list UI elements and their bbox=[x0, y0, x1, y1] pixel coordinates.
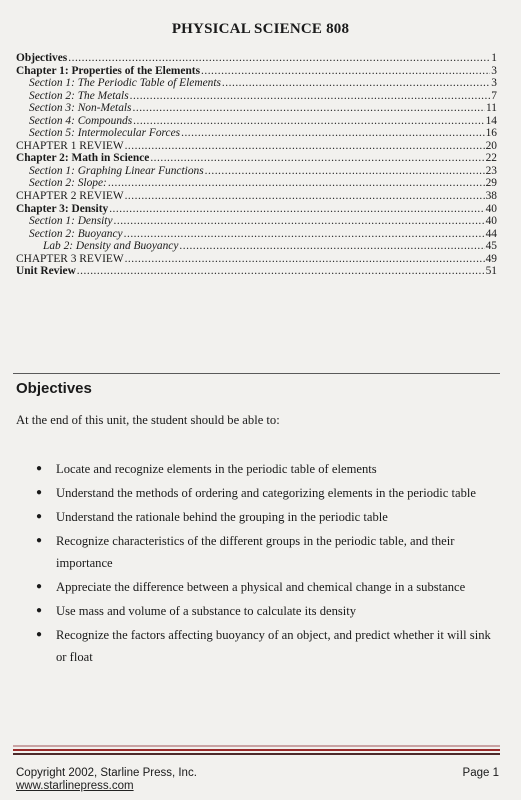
toc-leader-dots bbox=[114, 215, 485, 228]
toc-entry-label: Section 3: Non-Metals bbox=[29, 102, 132, 115]
objective-item bbox=[36, 458, 500, 480]
objective-item bbox=[36, 624, 500, 668]
toc-entry-label: Section 1: Density bbox=[29, 215, 113, 228]
toc-entry-label: Section 1: Graphing Linear Functions bbox=[29, 164, 204, 177]
footer-divider bbox=[13, 745, 500, 757]
objectives-list bbox=[36, 458, 500, 670]
toc-leader-dots bbox=[179, 240, 484, 253]
toc-entry-label: CHAPTER 3 REVIEW bbox=[16, 252, 124, 265]
toc-leader-dots bbox=[133, 102, 486, 115]
objective-item bbox=[36, 482, 500, 504]
toc-entry[interactable] bbox=[16, 152, 497, 165]
toc-leader-dots bbox=[150, 152, 484, 165]
toc-entry-label: Unit Review bbox=[16, 265, 76, 278]
toc-entry-page: 40 bbox=[485, 215, 497, 228]
bullet-icon: ● bbox=[36, 535, 43, 546]
objective-text: Locate and recognize elements in the periodic table of elements bbox=[56, 462, 377, 476]
toc-entry-label: Section 1: The Periodic Table of Elements bbox=[29, 77, 221, 90]
objective-text: Recognize the factors affecting buoyancy of an object, and predict whether it will sink or float bbox=[56, 628, 491, 664]
website-link[interactable]: www.starlinepress.com bbox=[16, 780, 134, 792]
section-divider bbox=[13, 373, 500, 374]
toc-entry-label: Objectives bbox=[16, 52, 68, 64]
toc-entry-label: Section 5: Intermolecular Forces bbox=[29, 127, 181, 140]
toc-leader-dots bbox=[125, 140, 485, 153]
objective-text: Understand the methods of ordering and categorizing elements in the periodic table bbox=[56, 486, 477, 500]
toc-entry-page: 3 bbox=[491, 77, 497, 90]
toc-entry-page: 22 bbox=[485, 152, 497, 165]
toc-entry-page: 51 bbox=[485, 265, 497, 278]
objective-text: Understand the rationale behind the grouping in the periodic table bbox=[56, 510, 388, 524]
toc-leader-dots bbox=[68, 52, 490, 65]
toc-entry[interactable] bbox=[16, 265, 497, 278]
toc-entry-page: 49 bbox=[485, 252, 497, 265]
toc-entry-label: Chapter 2: Math in Science bbox=[16, 152, 150, 165]
objectives-heading: Objectives bbox=[16, 380, 92, 397]
bullet-icon: ● bbox=[36, 581, 43, 592]
toc-entry[interactable] bbox=[16, 115, 497, 128]
copyright-notice: Copyright 2002, Starline Press, Inc. bbox=[16, 767, 197, 779]
objective-text: Recognize characteristics of the different groups in the periodic table, and their importance bbox=[56, 534, 455, 570]
toc-entry-page: 11 bbox=[486, 102, 497, 115]
toc-leader-dots bbox=[181, 127, 485, 140]
toc-leader-dots bbox=[222, 77, 490, 90]
toc-entry-page: 14 bbox=[485, 114, 497, 127]
toc-entry[interactable] bbox=[16, 190, 497, 203]
table-of-contents bbox=[16, 52, 497, 278]
page-title: PHYSICAL SCIENCE 808 bbox=[171, 21, 350, 37]
toc-entry-page: 23 bbox=[485, 164, 497, 177]
toc-leader-dots bbox=[205, 165, 485, 178]
toc-entry-page: 45 bbox=[485, 240, 497, 253]
toc-entry-page: 20 bbox=[485, 139, 497, 152]
toc-entry[interactable] bbox=[16, 203, 497, 216]
toc-entry[interactable] bbox=[16, 77, 497, 90]
toc-entry-label: Chapter 3: Density bbox=[16, 202, 109, 215]
toc-entry-page: 3 bbox=[491, 64, 497, 77]
toc-entry[interactable] bbox=[16, 140, 497, 153]
toc-entry-page: 1 bbox=[491, 52, 497, 64]
toc-entry-label: CHAPTER 1 REVIEW bbox=[16, 139, 124, 152]
toc-entry-page: 38 bbox=[485, 190, 497, 203]
toc-entry[interactable] bbox=[16, 240, 497, 253]
toc-entry-page: 7 bbox=[491, 89, 497, 102]
bullet-icon: ● bbox=[36, 605, 43, 616]
toc-leader-dots bbox=[130, 90, 491, 103]
toc-entry-label: CHAPTER 2 REVIEW bbox=[16, 190, 124, 203]
toc-entry[interactable] bbox=[16, 215, 497, 228]
toc-entry-label: Section 2: Slope: bbox=[29, 177, 107, 190]
toc-leader-dots bbox=[108, 177, 485, 190]
toc-entry[interactable] bbox=[16, 253, 497, 266]
toc-entry[interactable] bbox=[16, 177, 497, 190]
toc-leader-dots bbox=[133, 115, 484, 128]
objective-text: Appreciate the difference between a physical and chemical change in a substance bbox=[56, 580, 466, 594]
toc-entry-page: 40 bbox=[485, 202, 497, 215]
toc-entry[interactable] bbox=[16, 127, 497, 140]
toc-leader-dots bbox=[77, 265, 485, 278]
bullet-icon: ● bbox=[36, 487, 43, 498]
toc-leader-dots bbox=[125, 190, 485, 203]
objective-item bbox=[36, 506, 500, 528]
toc-entry[interactable] bbox=[16, 90, 497, 103]
bullet-icon: ● bbox=[36, 629, 43, 640]
toc-entry[interactable] bbox=[16, 52, 497, 65]
toc-entry[interactable] bbox=[16, 102, 497, 115]
toc-leader-dots bbox=[201, 65, 490, 78]
toc-entry-page: 29 bbox=[485, 177, 497, 190]
toc-entry-label: Chapter 1: Properties of the Elements bbox=[16, 64, 201, 77]
objectives-intro: At the end of this unit, the student should be able to: bbox=[16, 413, 280, 427]
toc-entry[interactable] bbox=[16, 65, 497, 78]
toc-entry[interactable] bbox=[16, 165, 497, 178]
bullet-icon: ● bbox=[36, 463, 43, 474]
toc-entry-page: 44 bbox=[485, 227, 497, 240]
toc-entry[interactable] bbox=[16, 228, 497, 241]
objective-item bbox=[36, 530, 500, 574]
toc-entry-label: Section 4: Compounds bbox=[29, 114, 133, 127]
toc-leader-dots bbox=[124, 228, 485, 241]
toc-entry-label: Section 2: The Metals bbox=[29, 89, 129, 102]
page-number: Page 1 bbox=[462, 767, 499, 779]
toc-entry-page: 16 bbox=[485, 127, 497, 140]
objective-text: Use mass and volume of a substance to calculate its density bbox=[56, 604, 357, 618]
toc-entry-label: Lab 2: Density and Buoyancy bbox=[43, 240, 179, 253]
objective-item bbox=[36, 600, 500, 622]
objective-item bbox=[36, 576, 500, 598]
bullet-icon: ● bbox=[36, 511, 43, 522]
toc-entry-label: Section 2: Buoyancy bbox=[29, 227, 123, 240]
toc-leader-dots bbox=[125, 253, 485, 266]
toc-leader-dots bbox=[109, 203, 484, 216]
